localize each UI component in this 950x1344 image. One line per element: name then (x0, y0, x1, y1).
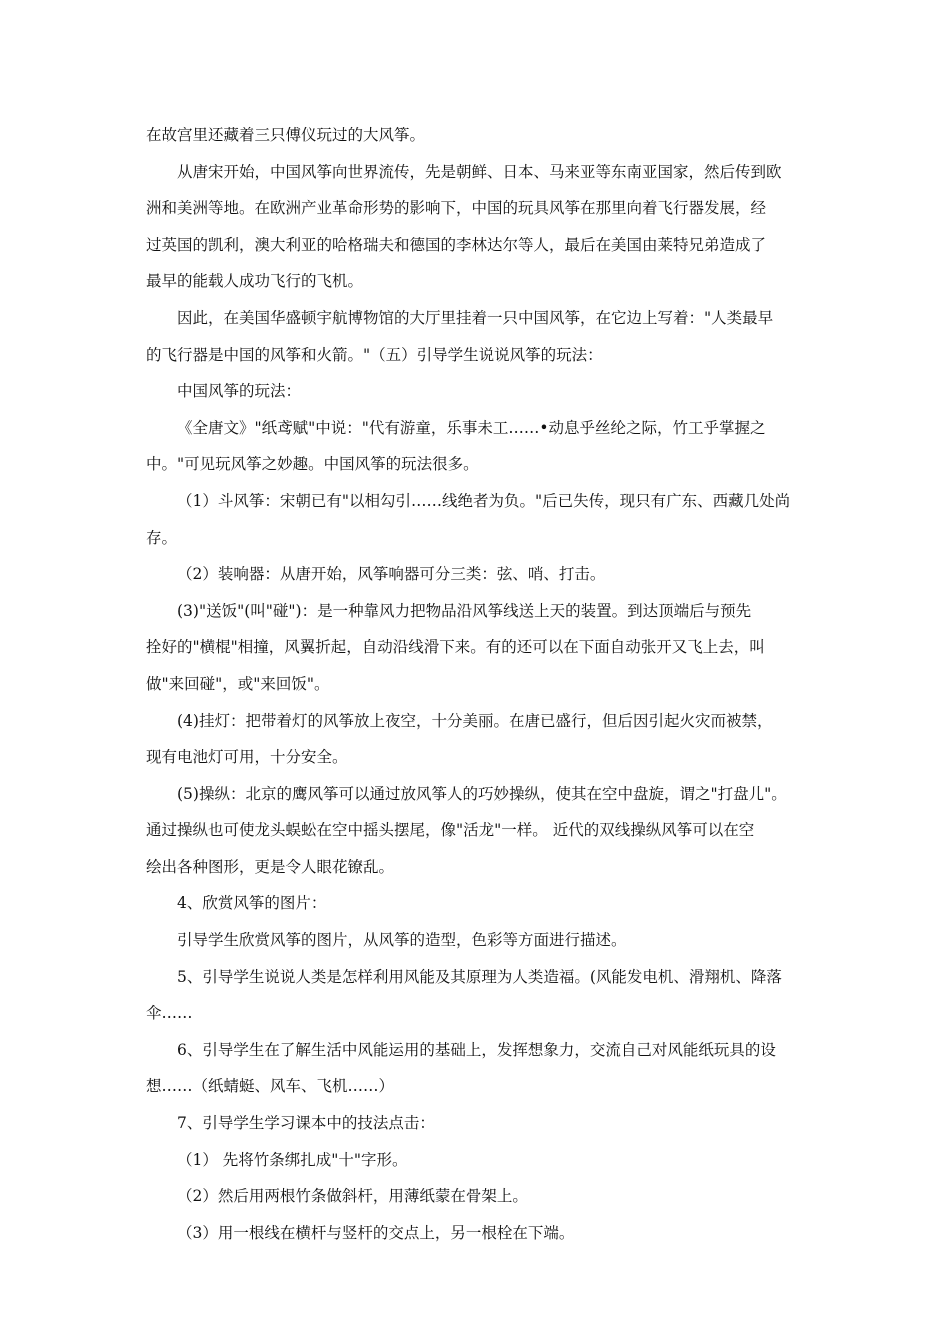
text-line: (4)挂灯：把带着灯的风筝放上夜空，十分美丽。在唐已盛行，但后因引起火灾而被禁， (177, 711, 773, 730)
text-line: 因此，在美国华盛顿宇航博物馆的大厅里挂着一只中国风筝，在它边上写着："人类最早 (177, 308, 774, 327)
text-line: 绘出各种图形，更是令人眼花镣乱。 (146, 857, 395, 876)
text-line: 最早的能载人成功飞行的飞机。 (146, 272, 364, 291)
text-line: （3）用一根线在横杆与竖杆的交点上，另一根栓在下端。 (177, 1223, 575, 1242)
text-line: （1）斗风筝：宋朝已有"以相勾引……线绝者为负。"后已失传，现只有广东、西藏几处尚 (177, 491, 791, 510)
text-line: （1） 先将竹条绑扎成"十"字形。 (177, 1150, 408, 1169)
text-line: 中。"可见玩风筝之妙趣。中国风筝的玩法很多。 (146, 455, 479, 474)
text-line: 做"来回碰"，或"来回饭"。 (146, 674, 330, 693)
text-line: 《全唐文》"纸鸢赋"中说："代有游童，乐事未工……•动息乎丝纶之际，竹工乎掌握之 (177, 418, 766, 437)
text-line: 中国风筝的玩法： (177, 382, 302, 401)
text-line: 4、欣赏风筝的图片： (177, 894, 327, 913)
document-body (146, 117, 812, 1251)
text-line: 5、引导学生说说人类是怎样利用风能及其原理为人类造福。(风能发电机、滑翔机、降落 (177, 967, 782, 986)
text-line: （2）装响器：从唐开始，风筝响器可分三类：弦、哨、打击。 (177, 565, 606, 584)
text-line: 伞…… (146, 1004, 193, 1023)
text-line: 通过操纵也可使龙头蜈蚣在空中摇头摆尾，像"活龙"一样。 近代的双线操纵风筝可以在空 (146, 821, 755, 840)
text-line: 6、引导学生在了解生活中风能运用的基础上，发挥想象力，交流自己对风能纸玩具的设 (177, 1040, 776, 1059)
text-line: 引导学生欣赏风筝的图片，从风筝的造型，色彩等方面进行描述。 (177, 931, 627, 950)
text-line: 7、引导学生学习课本中的技法点击： (177, 1114, 435, 1133)
text-line: (3)"送饭"(叫"碰")：是一种靠风力把物品沿风筝线送上天的装置。到达顶端后与预先 (177, 601, 752, 620)
text-line: 想……（纸蜻蜓、风车、飞机……） (146, 1077, 395, 1096)
text-line: 从唐宋开始，中国风筝向世界流传，先是朝鲜、日本、马来亚等东南亚国家，然后传到欧 (177, 162, 782, 181)
text-line: (5)操纵：北京的鹰风筝可以通过放风筝人的巧妙操纵，使其在空中盘旋，谓之"打盘儿"。 (177, 784, 787, 803)
text-line: 存。 (146, 528, 178, 547)
text-line: 洲和美洲等地。在欧洲产业革命形势的影响下，中国的玩具风筝在那里向着飞行器发展，经 (146, 199, 767, 218)
text-line: （2）然后用两根竹条做斜杆，用薄纸蒙在骨架上。 (177, 1187, 528, 1206)
text-line: 的飞行器是中国的风筝和火箭。"（五）引导学生说说风筝的玩法： (146, 345, 603, 364)
text-line: 过英国的凯利，澳大利亚的哈格瑞夫和德国的李林达尔等人，最后在美国由莱特兄弟造成了 (146, 235, 767, 254)
text-line: 拴好的"横棍"相撞，风翼折起，自动沿线滑下来。有的还可以在下面自动张开又飞上去，叫 (146, 638, 765, 657)
text-line: 在故宫里还藏着三只傅仪玩过的大风筝。 (146, 126, 426, 144)
text-line: 现有电池灯可用，十分安全。 (146, 748, 348, 767)
